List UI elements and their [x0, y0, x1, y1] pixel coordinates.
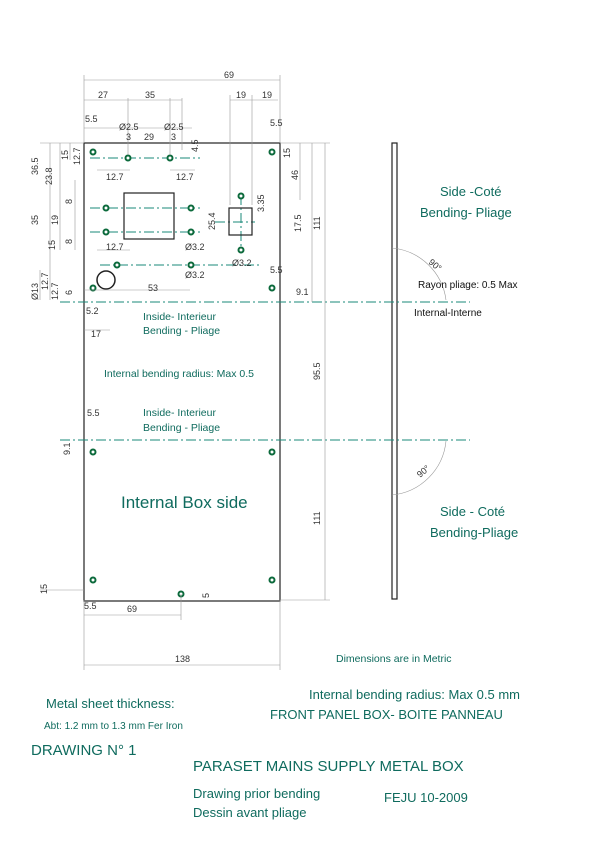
dim-5-bottom: 5: [201, 592, 211, 598]
metal-sheet-thickness-label: Metal sheet thickness:: [46, 696, 175, 711]
dim-29: 29: [144, 132, 155, 142]
side-profile-bar: [392, 143, 397, 599]
dim-35-left: 35: [30, 214, 40, 225]
dim-6: 6: [64, 289, 74, 295]
dim-4-5: 4.5: [190, 139, 200, 152]
dim-69-bottom: 69: [127, 604, 138, 614]
internal-box-side-label: Internal Box side: [121, 493, 248, 512]
front-panel-box-label: FRONT PANEL BOX- BOITE PANNEAU: [270, 707, 503, 722]
dim-3a: 3: [126, 132, 132, 142]
inside-interieur-label-2: Inside- Interieur: [143, 407, 216, 419]
hole: [91, 578, 96, 583]
hole: [270, 286, 275, 291]
dim-8b: 8: [64, 238, 74, 244]
dim-3-35: 3.35: [256, 194, 266, 212]
angle-arc-top: [392, 248, 446, 300]
dim-13: Ø13: [30, 282, 40, 300]
side-cote-label-2: Side - Coté: [440, 504, 506, 519]
inside-interieur-label-1: Inside- Interieur: [143, 311, 216, 323]
thickness-value: Abt: 1.2 mm to 1.3 mm Fer Iron: [44, 721, 183, 732]
large-hole: [97, 271, 115, 289]
hole: [270, 450, 275, 455]
side-cote-label-1: Side -Coté: [440, 184, 502, 199]
internal-bending-radius-title: Internal bending radius: Max 0.5 mm: [309, 687, 520, 702]
dim-12-7-a: 12.7: [106, 172, 124, 182]
paraset-title: PARASET MAINS SUPPLY METAL BOX: [193, 758, 464, 775]
dim-95-5: 95.5: [312, 362, 322, 380]
dim-15-bottom: 15: [39, 583, 49, 594]
dim-9-1-a: 9.1: [296, 287, 309, 297]
dim-5-5-bottom: 5.5: [84, 601, 97, 611]
internal-interne-label: Internal-Interne: [414, 308, 482, 319]
dimensions-metric-note: Dimensions are in Metric: [336, 653, 452, 665]
hole: [189, 206, 194, 211]
hole: [104, 230, 109, 235]
dim-27: 27: [98, 90, 109, 100]
dim-17-5: 17.5: [293, 214, 303, 232]
dim-19a: 19: [236, 90, 247, 100]
dim-15-right: 15: [282, 147, 292, 158]
dim-17: 17: [91, 329, 102, 339]
dim-5-5-tl: 5.5: [85, 114, 98, 124]
hole: [91, 450, 96, 455]
dim-19-left: 19: [50, 214, 60, 225]
dim-2-5-left: Ø2.5: [119, 122, 139, 132]
feju-date-label: FEJU 10-2009: [384, 790, 468, 805]
bending-pliage-label-1: Bending- Pliage: [420, 205, 512, 220]
rayon-pliage-label: Rayon pliage: 0.5 Max: [418, 280, 518, 291]
dim-25-4: 25.4: [207, 212, 217, 230]
dim-3b: 3: [171, 132, 177, 142]
hole: [239, 194, 244, 199]
bending-pliage-label-2: Bending - Pliage: [143, 325, 221, 337]
hole: [189, 263, 194, 268]
dim-12-7-b: 12.7: [176, 172, 194, 182]
hole: [104, 206, 109, 211]
dim-36-5: 36.5: [30, 157, 40, 175]
hole: [115, 263, 120, 268]
bending-pliage-label-4: Bending-Pliage: [430, 525, 519, 540]
dim-19b: 19: [262, 90, 273, 100]
dim-12-7-c: 12.7: [106, 242, 124, 252]
dim-3-2-a: Ø3.2: [185, 242, 205, 252]
dim-5-5-r2: 5.5: [270, 265, 283, 275]
dim-53: 53: [148, 283, 159, 293]
hole: [91, 150, 96, 155]
dim-9-1-b: 9.1: [62, 442, 72, 455]
drawing-number: DRAWING N° 1: [31, 742, 137, 759]
dim-69-top: 69: [224, 70, 235, 80]
hole: [189, 230, 194, 235]
dim-15-left2: 15: [47, 239, 57, 250]
dim-8a: 8: [64, 198, 74, 204]
hole: [126, 156, 131, 161]
dessin-avant-pliage-label: Dessin avant pliage: [193, 805, 307, 820]
angle-90-bottom: 90°: [414, 463, 432, 480]
dim-138: 138: [175, 654, 191, 664]
dim-3-2-b: Ø3.2: [185, 270, 205, 280]
bending-pliage-label-3: Bending - Pliage: [143, 422, 221, 434]
hole: [168, 156, 173, 161]
internal-bending-radius-note: Internal bending radius: Max 0.5: [104, 368, 255, 380]
dim-111-top: 111: [312, 216, 322, 230]
dim-5-2: 5.2: [86, 306, 99, 316]
dim-3-2-c: Ø3.2: [232, 258, 252, 268]
dim-46: 46: [290, 169, 300, 180]
hole: [239, 248, 244, 253]
angle-90-top: 90°: [426, 256, 444, 274]
dim-2-5-right: Ø2.5: [164, 122, 184, 132]
dim-23-8: 23.8: [44, 167, 54, 185]
dim-12-7-left: 12.7: [72, 147, 82, 165]
dim-15-left: 15: [60, 149, 70, 160]
dim-12-7-v2: 12.7: [50, 282, 60, 300]
dim-12-7-v: 12.7: [40, 272, 50, 290]
drawing-prior-bending-label: Drawing prior bending: [193, 786, 321, 801]
dim-5-5-tr: 5.5: [270, 118, 283, 128]
dim-35-top: 35: [145, 90, 156, 100]
hole: [270, 150, 275, 155]
dim-5-5-m: 5.5: [87, 408, 100, 418]
hole: [270, 578, 275, 583]
dim-111-bot: 111: [312, 511, 322, 525]
